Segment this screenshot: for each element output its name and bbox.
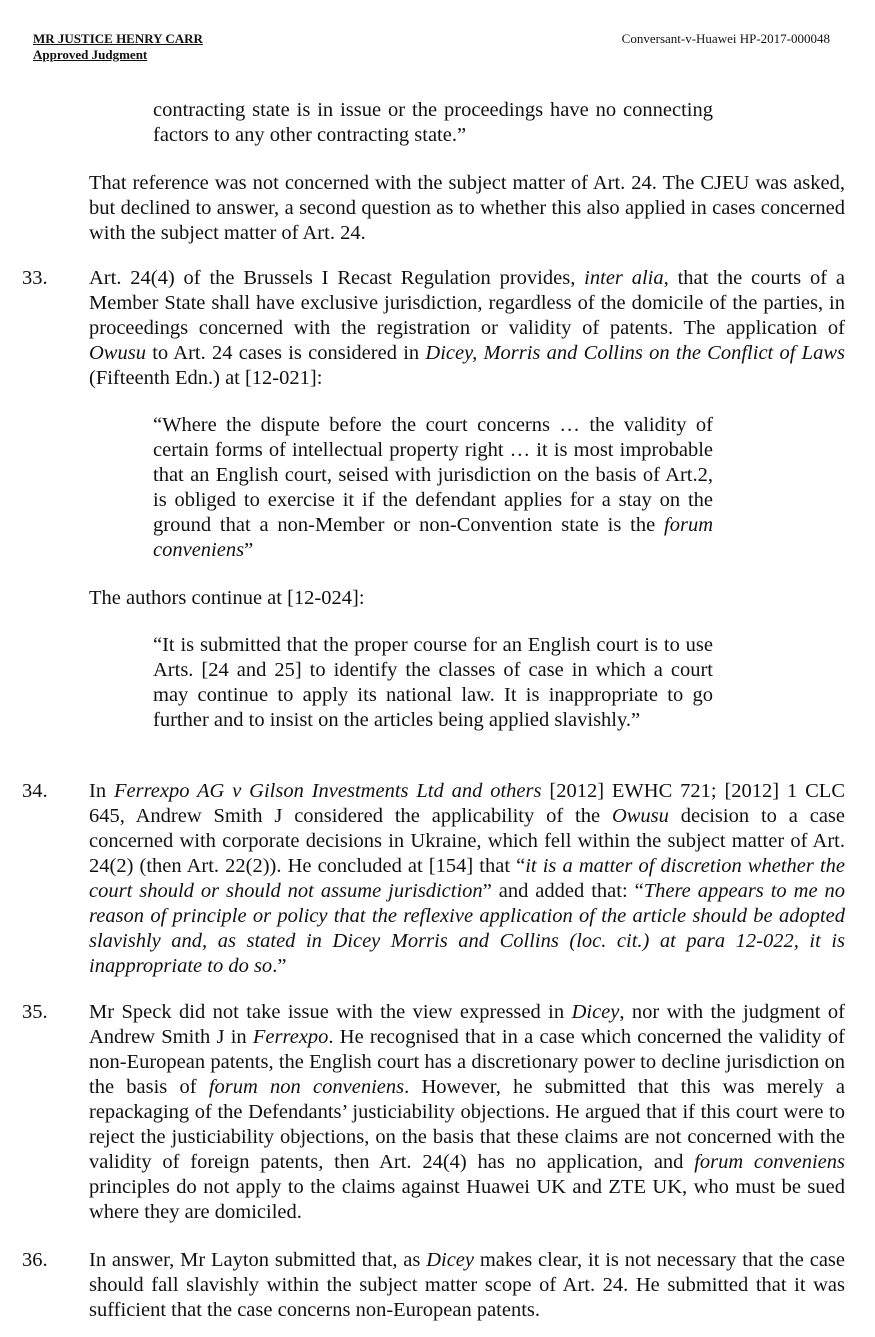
case-reference: Conversant-v-Huawei HP-2017-000048 [621, 31, 830, 46]
paragraph-number-36: 36. [22, 1249, 48, 1271]
authors-continue: The authors continue at [12-024]: [89, 587, 365, 609]
paragraph-34: In Ferrexpo AG v Gilson Investments Ltd and others [2012] EWHC 721; [2012] 1 CLC 645, Andrew Smith J considered the applicability of the Owusu decision to a case concerned with corporate decisions in Ukraine, which fell within the subject matter of Art. 24(2) (then Art. 22(2)). He concluded at [154] that “it is a matter of discretion whether the court should or should not assume jurisdiction” and added that: “There appears to me no reason of principle or policy that the reflexive application of the article should be adopted slavishly and, as stated in Dicey Morris and Collins (loc. cit.) at para 12-022, it is inappropriate to do so.” [89, 780, 845, 977]
paragraph-33: Art. 24(4) of the Brussels I Recast Regulation provides, inter alia, that the courts of a Member State shall have exclusive jurisdiction, regardless of the domicile of the parties, in proceedings concerned with the registration or validity of patents. The application of Owusu to Art. 24 cases is considered in Dicey, Morris and Collins on the Conflict of Laws (Fifteenth Edn.) at [12-021]: [89, 267, 846, 389]
paragraph-continuation: That reference was not concerned with the subject matter of Art. 24. The CJEU was asked, but declined to answer, a second question as to whether this also applied in cases concerned with the subject matter of Art. 24. [89, 172, 845, 244]
judgment-status: Approved Judgment [33, 47, 148, 62]
quote-continuation: contracting state is in issue or the proceedings have no connecting factors to any other contracting state.” [153, 99, 713, 146]
judge-name: MR JUSTICE HENRY CARR [33, 31, 203, 46]
paragraph-number-33: 33. [22, 267, 48, 289]
paragraph-number-34: 34. [22, 780, 48, 802]
paragraph-number-35: 35. [22, 1001, 48, 1023]
paragraph-36: In answer, Mr Layton submitted that, as Dicey makes clear, it is not necessary that the case should fall slavishly within the subject matter scope of Art. 24. He submitted that it was sufficient that the case concerns non-European patents. [89, 1249, 845, 1321]
quote-dicey-12-021: “Where the dispute before the court concerns … the validity of certain forms of intellectual property right … it is most improbable that an English court, seised with jurisdiction on the basis of Art.2, is obliged to exercise it if the defendant applies for a stay on the ground that a non-Member or non-Convention state is the forum conveniens” [153, 414, 713, 561]
page-header-left [33, 31, 203, 63]
quote-dicey-12-024: “It is submitted that the proper course for an English court is to use Arts. [24 and 25] to identify the classes of case in which a court may continue to apply its national law. It is inappropriate to go further and to insist on the articles being applied slavishly.” [153, 634, 713, 731]
paragraph-35: Mr Speck did not take issue with the view expressed in Dicey, nor with the judgment of Andrew Smith J in Ferrexpo. He recognised that in a case which concerned the validity of non-European patents, the English court has a discretionary power to decline jurisdiction on the basis of forum non conveniens. However, he submitted that this was merely a repackaging of the Defendants’ justiciability objections. He argued that if this court were to reject the justiciability objections, on the basis that these claims are not concerned with the validity of foreign patents, then Art. 24(4) has no application, and forum conveniens principles do not apply to the claims against Huawei UK and ZTE UK, who must be sued where they are domiciled. [89, 1001, 846, 1223]
